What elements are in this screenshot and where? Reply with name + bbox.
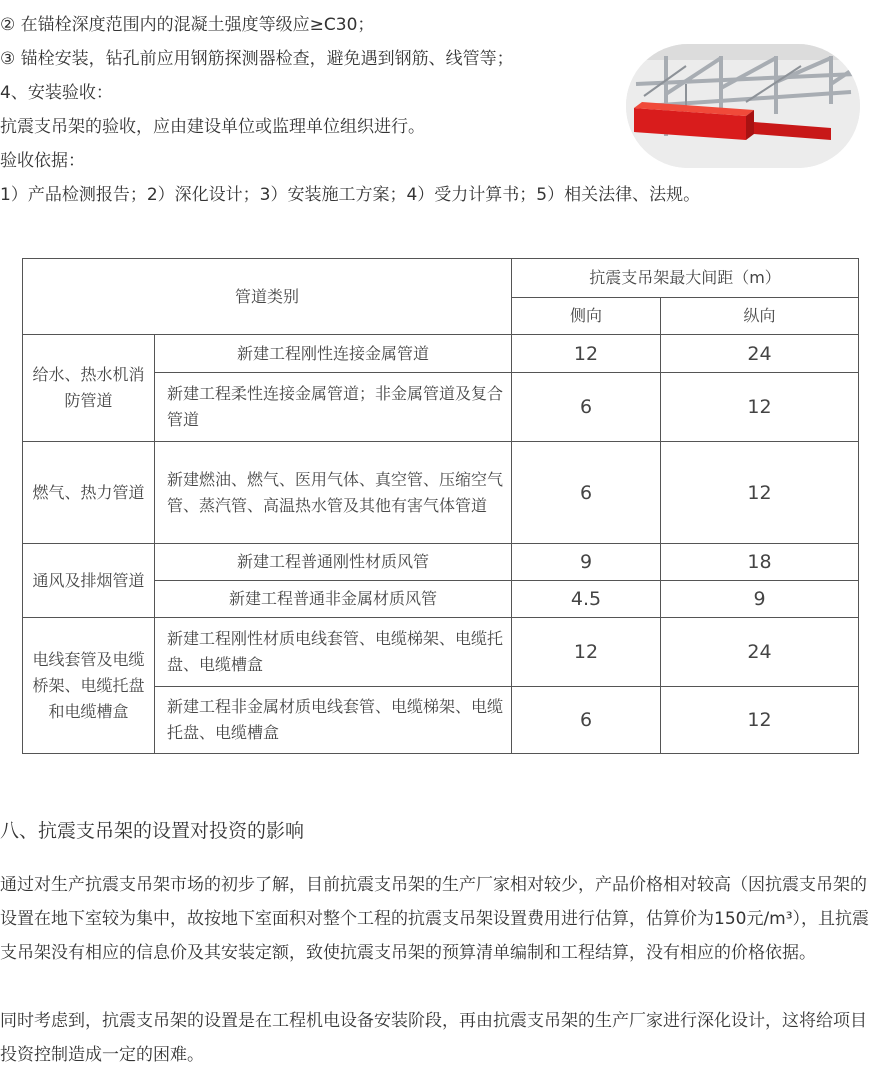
seismic-bracket-illustration	[626, 44, 860, 168]
group-label: 通风及排烟管道	[23, 544, 155, 618]
header-max-spacing: 抗震支吊架最大间距（m）	[512, 259, 859, 298]
group-label: 电线套管及电缆桥架、电缆托盘和电缆槽盒	[23, 618, 155, 754]
table-row	[23, 544, 859, 581]
body-paragraph: 同时考虑到，抗震支吊架的设置是在工程机电设备安装阶段，再由抗震支吊架的生产厂家进行深化设计，这将给项目投资控制造成一定的困难。	[0, 1011, 867, 1065]
intro-line-basis-heading: 验收依据：	[0, 151, 85, 171]
intro-line-acceptance-heading: 4、安装验收：	[0, 83, 113, 103]
intro-line-anchor-install: ③ 锚栓安装，钻孔前应用钢筋探测器检查，避免遇到钢筋、线管等；	[0, 49, 514, 69]
section-heading: 八、抗震支吊架的设置对投资的影响	[0, 820, 305, 842]
pipe-item: 新建工程柔性连接金属管道；非金属管道及复合管道	[155, 373, 512, 442]
pipe-item: 新建工程刚性连接金属管道	[155, 335, 512, 373]
header-lateral: 侧向	[512, 298, 661, 335]
intro-line-anchor-strength: ② 在锚栓深度范围内的混凝土强度等级应≥C30；	[0, 15, 375, 35]
group-label: 燃气、热力管道	[23, 442, 155, 544]
lateral-value: 4.5	[512, 581, 661, 618]
longitudinal-value: 9	[661, 581, 859, 618]
lateral-value: 12	[512, 335, 661, 373]
pipe-item: 新建燃油、燃气、医用气体、真空管、压缩空气管、蒸汽管、高温热水管及其他有害气体管道	[155, 442, 512, 544]
lateral-value: 6	[512, 442, 661, 544]
longitudinal-value: 24	[661, 335, 859, 373]
longitudinal-value: 12	[661, 373, 859, 442]
table-row	[23, 618, 859, 687]
spacing-table	[22, 258, 859, 754]
header-category: 管道类别	[23, 259, 512, 335]
pipe-item: 新建工程非金属材质电线套管、电缆梯架、电缆托盘、电缆槽盒	[155, 687, 512, 754]
lateral-value: 12	[512, 618, 661, 687]
lateral-value: 6	[512, 687, 661, 754]
longitudinal-value: 18	[661, 544, 859, 581]
pipe-item: 新建工程普通刚性材质风管	[155, 544, 512, 581]
body-paragraph: 通过对生产抗震支吊架市场的初步了解，目前抗震支吊架的生产厂家相对较少，产品价格相对较高（因抗震支吊架的设置在地下室较为集中，故按地下室面积对整个工程的抗震支吊架设置费用进行估算，估算价为150元/m³），且抗震支吊架没有相应的信息价及其安装定额，致使抗震支吊架的预算清单编制和工程结算，没有相应的价格依据。	[0, 875, 870, 963]
longitudinal-value: 24	[661, 618, 859, 687]
intro-line-basis-list: 1）产品检测报告；2）深化设计；3）安装施工方案；4）受力计算书；5）相关法律、法规。	[0, 185, 701, 205]
table-row	[23, 442, 859, 544]
lateral-value: 9	[512, 544, 661, 581]
pipe-item: 新建工程普通非金属材质风管	[155, 581, 512, 618]
longitudinal-value: 12	[661, 687, 859, 754]
seismic-bracket-photo	[626, 44, 860, 168]
table-row	[23, 335, 859, 373]
intro-line-acceptance-org: 抗震支吊架的验收，应由建设单位或监理单位组织进行。	[0, 117, 425, 137]
group-label: 给水、热水机消防管道	[23, 335, 155, 442]
pipe-item: 新建工程刚性材质电线套管、电缆梯架、电缆托盘、电缆槽盒	[155, 618, 512, 687]
longitudinal-value: 12	[661, 442, 859, 544]
lateral-value: 6	[512, 373, 661, 442]
header-longitudinal: 纵向	[661, 298, 859, 335]
